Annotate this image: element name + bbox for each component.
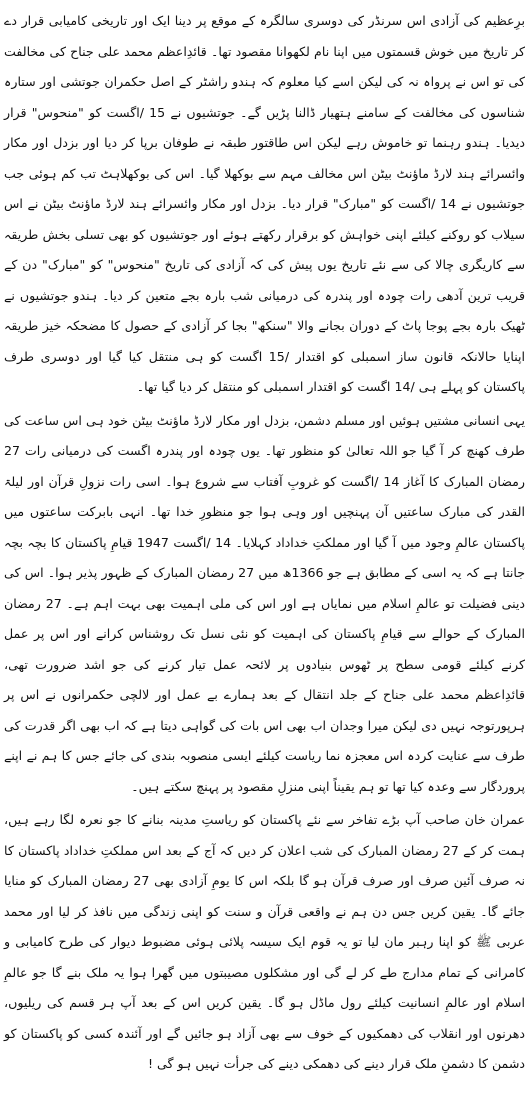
article-paragraph-1: برِعظیم کی آزادی اس سرنڈر کی دوسری سالگرہ کے موقع پر دینا ایک اور تاریخی کامیابی قرار دے کر تاریخ میں خوش قسمتوں میں اپنا نام لکھوانا مقصود تھا۔ قائدِاعظم محمد علی جناح کی مخالفت کی تو اس نے پرواہ نہ کی لیکن اسے کیا معلوم کہ ہندو راشٹر کے اصل حکمران جوتشی اور ستارہ شناسوں کی مخالفت کے سامنے ہتھیار ڈالنا پڑیں گے۔ جوتشیوں نے 15 /اگست کو "منحوس" قرار دیدیا۔ ہندو رہنما تو خاموش رہے لیکن اس طاقتور طبقہ نے طوفان برپا کر دیا اور بزدل اور مکار وائسرائے ہند لارڈ ماؤنٹ بیٹن اس مخالف مہم سے بوکھلا گیا۔ اس کی بوکھلاہٹ تب کم ہوئی جب جوتشیوں نے 14 /اگست کو "مبارک" قرار دیا۔ بزدل اور مکار وائسرائے ہند لارڈ ماؤنٹ بیٹن نے اس سیلاب کو روکنے کیلئے اپنی خواہش کو برقرار رکھتے ہوئے اور جوتشیوں کو بھی تسلی بخش طریقہ سے کاریگری چالا کی سے نئے تاریخ یوں پیش کی کہ آزادی کی تاریخ "منحوس" کو "مبارک" دن کے قریب ترین آدھی رات چودہ اور پندرہ کی درمیانی شب بارہ بجے متعین کر دیا۔ ہندو جوتشیوں نے ٹھیک بارہ بجے پوجا پاٹ کے دوران بجانے والا "سنکھ" بجا کر آزادی کے حصول کا مضحکہ خیز طریقہ اپنایا حالانکہ قانون ساز اسمبلی کو اقتدار /15 اگست کو ہی منتقل کیا گیا اور دوسری طرف پاکستان کو پہلے ہی /14 اگست کو اقتدار اسمبلی کو منتقل کر دیا گیا تھا۔ [4,13,525,394]
article-paragraph-2: یہی انسانی مشتیں ہوئیں اور مسلم دشمن، بزدل اور مکار لارڈ ماؤنٹ بیٹن خود ہی اس ساعت کی طرف کھنچ کر آ گیا جو اللہ تعالیٰ کو منظور تھا۔ یوں چودہ اور پندرہ اگست کی درمیانی رات 27 رمضان المبارک کا آغاز 14 /اگست کو غروبِ آفتاب سے شروع ہوا۔ اسی رات نزولِ قرآن اور لیلۃ القدر کی مبارک ساعتیں آن پہنچیں اور وہی ہوا جو منظورِ خدا تھا۔ انہی بابرکت ساعتوں میں پاکستان عالمِ وجود میں آ گیا اور مملکتِ خداداد کہلایا۔ 14 /اگست 1947 قیامِ پاکستان کا بچہ بچہ جانتا ہے کہ یہ اسی کے مطابق ہے جو 1366ھ میں 27 رمضان المبارک کے ظہور پذیر ہوا۔ اس کی دینی فضیلت تو عالمِ اسلام میں نمایاں ہے اور اس کی ملی اہمیت بھی بہت اہم ہے۔ 27 رمضان المبارک کے حوالے سے قیامِ پاکستان کی اہمیت کو نئی نسل تک روشناس کرانے اور اس پر عمل کرنے کیلئے قومی سطح پر ٹھوس بنیادوں پر لائحہ عمل تیار کرنے کی جو اشد ضرورت تھی، قائدِاعظم محمد علی جناح کے جلد انتقال کے بعد ہمارے بے عمل اور لالچی حکمرانوں نے اس پر ہرپورتوجہ نہیں دی لیکن میرا وجدان اب بھی اس بات کی گواہی دیتا ہے کہ اب بھی اگر قدرت کی طرف سے عنایت کردہ اس معجزہ نما ریاست کیلئے ایسی منصوبہ بندی کی جائے جس کا ہم نے اپنے پروردگار سے وعدہ کیا تھا تو ہم یقیناً اپنی منزلِ مقصود پر پہنچ سکتے ہیں۔ [4,412,525,794]
article-paragraph-3: عمران خان صاحب آپ بڑے تفاخر سے نئے پاکستان کو ریاستِ مدینہ بنانے کا جو نعرہ لگا رہے ہیں، ہمت کر کے 27 رمضان المبارک کی شب اعلان کر دیں کہ آج کے بعد اس مملکتِ خداداد پاکستان کا نہ صرف آئین صرف اور صرف قرآن ہو گا بلکہ اس کا یومِ آزادی بھی 27 رمضان المبارک کو منایا جائے گا۔ یقین کریں جس دن ہم نے واقعی قرآن و سنت کو اپنی زندگی میں نافذ کر لیا اور محمد عربی ﷺ کو اپنا رہبر مان لیا تو یہ قوم ایک سیسہ پلائی ہوئی مضبوط دیوار کی طرح کامیابی و کامرانی کے تمام مدارج طے کر لے گی اور مشکلوں مصیبتوں میں گھرا ہوا یہ ملک بنے گا جو عالمِ اسلام اور عالمِ انسانیت کیلئے رول ماڈل ہو گا۔ یقین کریں اس کے بعد آپ ہر قسم کی ریلیوں، دھرنوں اور انقلاب کی دھمکیوں کے خوف سے بھی آزاد ہو جائیں گے اور آئندہ کسی کو پاکستان کو دشمن کا دشمنِ ملک قرار دینے کی دھمکی دینے کی جرأت نہیں ہو گی ! [4,812,525,1071]
